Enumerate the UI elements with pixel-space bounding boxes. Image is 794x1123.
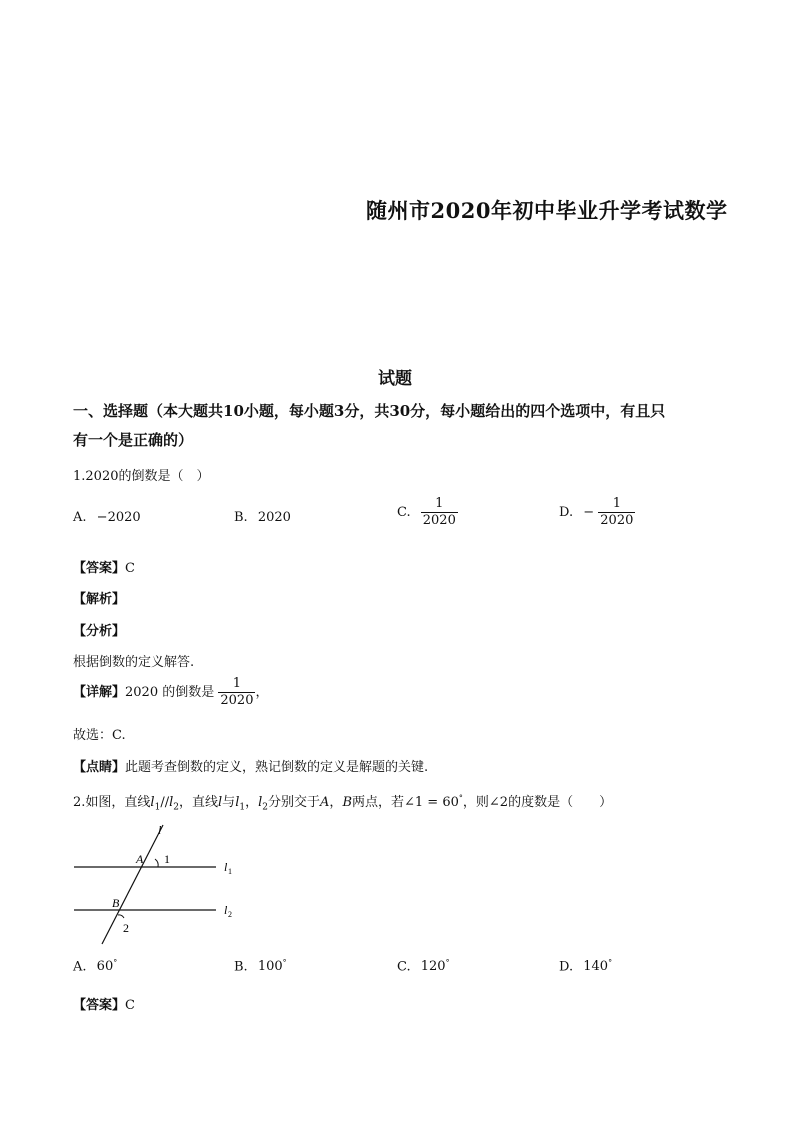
answer-tag: 【答案】 — [73, 998, 126, 1013]
q2-option-b — [234, 958, 287, 974]
fraction — [598, 496, 635, 529]
label-angle-2: 2 — [123, 921, 129, 935]
q1-option-c — [397, 496, 458, 529]
degree-symbol: ° — [458, 793, 463, 803]
stem-text: 分别交于 — [268, 795, 321, 810]
q1-option-d — [559, 496, 635, 529]
fraction-denominator: 2020 — [600, 513, 634, 528]
stem-text: ，直线 — [178, 795, 218, 810]
answer-value: C — [125, 561, 135, 576]
option-text: −2020 — [96, 510, 141, 525]
q1-analysis-tag: 【解析】 — [73, 592, 126, 607]
q1-fenxi-text: 根据倒数的定义解答. — [73, 655, 195, 670]
option-letter: C. — [397, 505, 411, 520]
subscript: 1 — [154, 802, 161, 813]
stem-text: ，则 — [462, 795, 489, 810]
q1-detail — [73, 676, 268, 709]
minus-sign: − — [583, 505, 595, 520]
section-heading-line2: 有一个是正确的） — [73, 431, 194, 449]
angle-1-arc — [155, 859, 158, 867]
option-letter: D. — [559, 959, 574, 975]
fraction-numerator: 1 — [218, 676, 255, 693]
option-letter: B. — [234, 959, 248, 975]
comment-tag: 【点睛】 — [73, 760, 126, 775]
var-a: A — [320, 795, 330, 810]
option-letter: B. — [234, 510, 248, 525]
label-l2: l — [224, 903, 228, 917]
stem-text: 的度数是（ ） — [508, 795, 613, 810]
fraction-denominator: 2020 — [220, 693, 254, 708]
stem-text: 与 — [222, 795, 236, 810]
detail-comma: ， — [255, 685, 269, 700]
question-1-stem: 1.2020的倒数是（ ） — [73, 469, 210, 484]
parallel-symbol: // — [160, 795, 170, 810]
degree-symbol: ° — [445, 958, 450, 967]
degree-symbol: ° — [113, 958, 118, 967]
angle-2-arc — [118, 915, 124, 918]
stem-text: 两点，若 — [352, 795, 405, 810]
line-l — [102, 825, 163, 944]
var-l: l — [258, 795, 263, 810]
answer-value: C — [125, 998, 135, 1013]
subscript: 2 — [173, 802, 179, 813]
detail-tag: 【详解】 — [73, 685, 126, 700]
label-a: A — [136, 852, 144, 866]
option-text: 2020 — [257, 510, 291, 525]
angle-2: ∠2 — [488, 795, 509, 810]
label-l: l — [158, 823, 162, 837]
label-l2-subscript: 2 — [228, 910, 232, 919]
option-value: 140 — [583, 959, 609, 975]
option-value: 100 — [257, 959, 283, 975]
q2-answer — [73, 994, 135, 1013]
page-subtitle: 试题 — [378, 369, 412, 389]
q1-comment — [73, 756, 428, 775]
degree-symbol: ° — [282, 958, 287, 967]
q1-choose: 故选：C. — [73, 728, 126, 743]
q2-option-c — [397, 958, 450, 974]
subscript: 2 — [262, 802, 269, 813]
var-l: l — [235, 795, 240, 810]
fraction — [218, 676, 255, 709]
stem-text: ， — [245, 795, 259, 810]
q1-answer — [73, 557, 135, 576]
var-l: l — [169, 795, 174, 810]
angle-1-equation: ∠1 = 60 — [404, 795, 459, 810]
label-b: B — [112, 896, 120, 910]
label-l1-subscript: 1 — [228, 867, 232, 876]
option-letter: A. — [73, 510, 87, 525]
fraction — [421, 496, 458, 529]
section-heading-line1: 一、选择题（本大题共10小题，每小题3分，共30分，每小题给出的四个选项中，有且只 — [73, 402, 666, 420]
var-l: l — [218, 795, 223, 810]
comma: ， — [329, 795, 343, 810]
fraction-numerator: 1 — [598, 496, 635, 513]
q2-option-a — [73, 958, 117, 974]
q1-option-a — [73, 510, 141, 525]
option-value: 120 — [420, 959, 446, 975]
subscript: 1 — [239, 802, 246, 813]
var-b: B — [342, 795, 352, 810]
fraction-numerator: 1 — [421, 496, 458, 513]
answer-tag: 【答案】 — [73, 561, 126, 576]
q2-option-d — [559, 958, 612, 974]
stem-text: 2.如图，直线 — [73, 795, 151, 810]
var-l: l — [150, 795, 155, 810]
parallel-lines-figure — [70, 822, 250, 947]
fraction-denominator: 2020 — [422, 513, 456, 528]
question-2-stem — [73, 791, 612, 813]
option-letter: D. — [559, 505, 574, 520]
detail-text: 2020 的倒数是 — [125, 685, 215, 700]
label-l1: l — [224, 860, 228, 874]
option-value: 60 — [96, 959, 114, 975]
q1-fenxi-tag: 【分析】 — [73, 624, 126, 639]
option-letter: C. — [397, 959, 411, 975]
comment-text: 此题考查倒数的定义，熟记倒数的定义是解题的关键. — [125, 760, 429, 775]
q1-option-b — [234, 510, 291, 525]
degree-symbol: ° — [608, 958, 613, 967]
label-angle-1: 1 — [164, 852, 170, 866]
document-title: 随州市2020年初中毕业升学考试数学 — [366, 198, 728, 223]
option-letter: A. — [73, 959, 87, 975]
